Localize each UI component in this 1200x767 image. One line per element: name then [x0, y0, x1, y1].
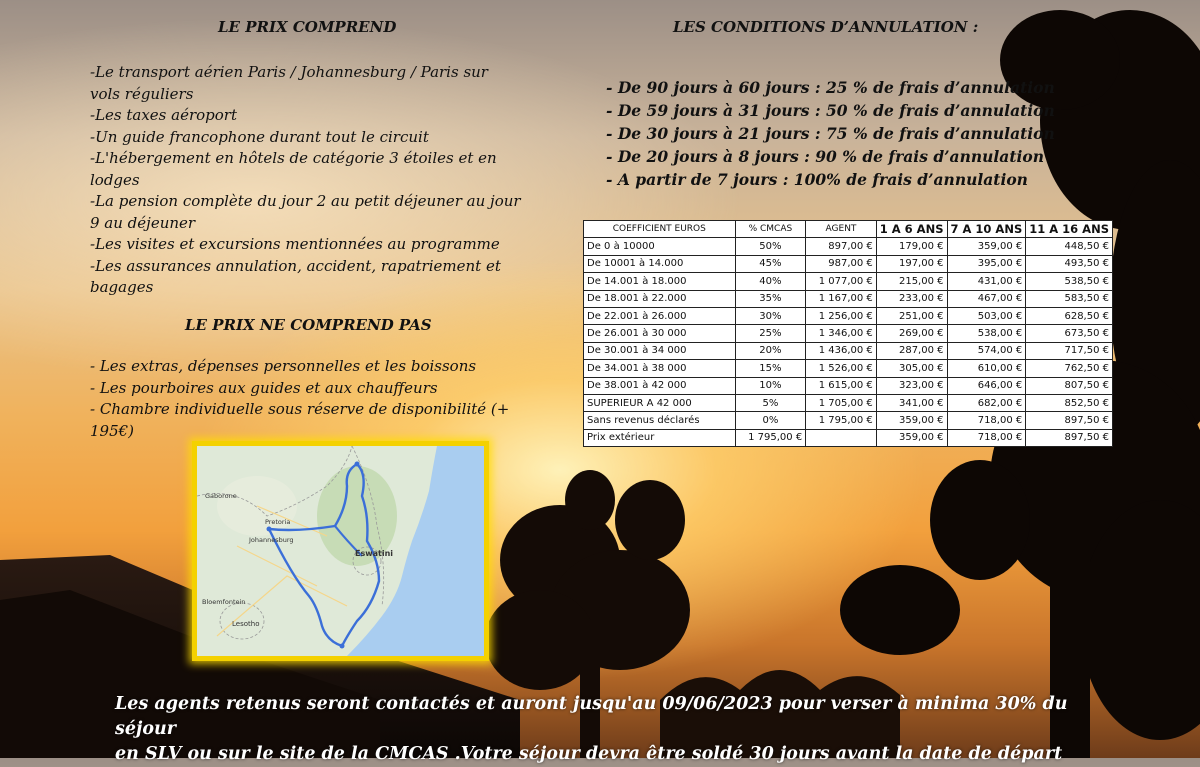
cell-agent: 1 346,00 € [806, 325, 877, 342]
cell-coefficient: De 26.001 à 30 000 [584, 325, 736, 342]
price-table-row [584, 342, 1113, 359]
cell-agent: 1 705,00 € [806, 394, 877, 411]
price-table-row [584, 255, 1113, 272]
route-map-frame [192, 441, 489, 661]
cell-1-6: 179,00 € [876, 238, 947, 255]
payment-notice [115, 692, 1115, 767]
cell-agent: 1 077,00 € [806, 273, 877, 290]
cell-11-16: 717,50 € [1026, 342, 1113, 359]
cell-cmcas: 35% [735, 290, 806, 307]
cell-7-10: 610,00 € [947, 360, 1026, 377]
price-table-row [584, 360, 1113, 377]
cell-cmcas: 25% [735, 325, 806, 342]
cell-coefficient: De 38.001 à 42 000 [584, 377, 736, 394]
cell-1-6: 251,00 € [876, 307, 947, 324]
cell-11-16: 448,50 € [1026, 238, 1113, 255]
cell-cmcas: 10% [735, 377, 806, 394]
price-table-row [584, 394, 1113, 411]
included-item: -Les taxes aéroport [90, 106, 237, 124]
cell-7-10: 646,00 € [947, 377, 1026, 394]
cell-1-6: 341,00 € [876, 394, 947, 411]
cell-coefficient: De 22.001 à 26.000 [584, 307, 736, 324]
cell-1-6: 323,00 € [876, 377, 947, 394]
cell-11-16: 673,50 € [1026, 325, 1113, 342]
included-item: -Les assurances annulation, accident, rapatriement et bagages [90, 256, 501, 296]
included-item: -L'hébergement en hôtels de catégorie 3 étoiles et en lodges [90, 149, 497, 189]
included-item: -Le transport aérien Paris / Johannesburg / Paris sur vols réguliers [90, 63, 488, 103]
cell-agent: 897,00 € [806, 238, 877, 255]
cell-11-16: 897,50 € [1026, 429, 1113, 446]
cell-7-10: 718,00 € [947, 412, 1026, 429]
cell-1-6: 233,00 € [876, 290, 947, 307]
price-table-row [584, 325, 1113, 342]
cell-agent [806, 429, 877, 446]
cancellation-item: - De 30 jours à 21 jours : 75 % de frais d’annulation [606, 124, 1055, 143]
cell-11-16: 762,50 € [1026, 360, 1113, 377]
cell-agent: 1 526,00 € [806, 360, 877, 377]
col-header-11-16: 11 A 16 ANS [1026, 221, 1113, 238]
cell-7-10: 359,00 € [947, 238, 1026, 255]
cell-11-16: 538,50 € [1026, 273, 1113, 290]
cell-7-10: 503,00 € [947, 307, 1026, 324]
map-label: Gaborone [205, 492, 237, 500]
cell-cmcas: 45% [735, 255, 806, 272]
cell-agent: 1 436,00 € [806, 342, 877, 359]
cell-7-10: 538,00 € [947, 325, 1026, 342]
cell-11-16: 583,50 € [1026, 290, 1113, 307]
price-table-row [584, 307, 1113, 324]
cell-coefficient: De 30.001 à 34 000 [584, 342, 736, 359]
cell-agent: 1 615,00 € [806, 377, 877, 394]
cancellation-item: - A partir de 7 jours : 100% de frais d’annulation [606, 170, 1028, 189]
cell-agent: 1 795,00 € [806, 412, 877, 429]
cell-cmcas: 20% [735, 342, 806, 359]
cell-agent: 987,00 € [806, 255, 877, 272]
cell-11-16: 897,50 € [1026, 412, 1113, 429]
included-item: -Les visites et excursions mentionnées au programme [90, 235, 500, 253]
price-table-row [584, 412, 1113, 429]
col-header-7-10: 7 A 10 ANS [947, 221, 1026, 238]
price-table-row [584, 377, 1113, 394]
cell-agent: 1 167,00 € [806, 290, 877, 307]
cell-coefficient: Prix extérieur [584, 429, 736, 446]
cell-11-16: 852,50 € [1026, 394, 1113, 411]
map-label: Johannesburg [249, 536, 294, 544]
map-label: Eswatini [355, 549, 394, 558]
cell-coefficient: De 34.001 à 38 000 [584, 360, 736, 377]
cell-cmcas: 0% [735, 412, 806, 429]
cell-7-10: 467,00 € [947, 290, 1026, 307]
cell-11-16: 493,50 € [1026, 255, 1113, 272]
cell-7-10: 395,00 € [947, 255, 1026, 272]
price-table [583, 220, 1113, 447]
map-label: Pretoria [265, 518, 291, 526]
cell-coefficient: De 14.001 à 18.000 [584, 273, 736, 290]
cell-7-10: 718,00 € [947, 429, 1026, 446]
route-map [197, 446, 484, 656]
cell-1-6: 305,00 € [876, 360, 947, 377]
cell-cmcas: 50% [735, 238, 806, 255]
col-header-agent: AGENT [806, 221, 877, 238]
cell-1-6: 359,00 € [876, 429, 947, 446]
included-item: -Un guide francophone durant tout le circuit [90, 127, 429, 146]
cancellation-list [606, 76, 1076, 191]
col-header-1-6: 1 A 6 ANS [876, 221, 947, 238]
cell-coefficient: Sans revenus déclarés [584, 412, 736, 429]
cell-1-6: 197,00 € [876, 255, 947, 272]
map-label: Bloemfontein [202, 598, 246, 606]
price-table-row [584, 273, 1113, 290]
cancellation-item: - De 90 jours à 60 jours : 25 % de frais d’annulation [606, 78, 1055, 97]
price-table-row [584, 429, 1113, 446]
excluded-list [90, 356, 510, 442]
cell-cmcas: 5% [735, 394, 806, 411]
cancellation-title: LES CONDITIONS D’ANNULATION : [673, 18, 979, 36]
price-table-body [584, 238, 1113, 447]
cell-1-6: 359,00 € [876, 412, 947, 429]
payment-notice-line-1: Les agents retenus seront contactés et auront jusqu'au 09/06/2023 pour verser à minima 30% du séjour [115, 694, 1068, 739]
excluded-item: - Les extras, dépenses personnelles et les boissons [90, 357, 477, 375]
cell-coefficient: SUPERIEUR A 42 000 [584, 394, 736, 411]
cell-cmcas: 1 795,00 € [735, 429, 806, 446]
col-header-cmcas: % CMCAS [735, 221, 806, 238]
cell-7-10: 431,00 € [947, 273, 1026, 290]
cell-coefficient: De 10001 à 14.000 [584, 255, 736, 272]
excluded-title: LE PRIX NE COMPREND PAS [185, 316, 432, 334]
cell-11-16: 628,50 € [1026, 307, 1113, 324]
included-list [90, 62, 522, 299]
cell-7-10: 682,00 € [947, 394, 1026, 411]
included-title: LE PRIX COMPREND [218, 18, 397, 36]
cell-coefficient: De 0 à 10000 [584, 238, 736, 255]
cell-1-6: 215,00 € [876, 273, 947, 290]
cancellation-item: - De 20 jours à 8 jours : 90 % de frais d’annulation [606, 147, 1044, 166]
col-header-coefficient: COEFFICIENT EUROS [584, 221, 736, 238]
cell-11-16: 807,50 € [1026, 377, 1113, 394]
price-table-row [584, 290, 1113, 307]
cell-1-6: 287,00 € [876, 342, 947, 359]
cell-cmcas: 30% [735, 307, 806, 324]
excluded-item: - Les pourboires aux guides et aux chauffeurs [90, 378, 438, 397]
cell-agent: 1 256,00 € [806, 307, 877, 324]
map-label: Lesotho [232, 620, 260, 628]
excluded-item: - Chambre individuelle sous réserve de disponibilité (+ 195€) [90, 400, 510, 440]
cancellation-item: - De 59 jours à 31 jours : 50 % de frais d’annulation [606, 101, 1055, 120]
included-item: -La pension complète du jour 2 au petit déjeuner au jour 9 au déjeuner [90, 192, 521, 232]
cell-1-6: 269,00 € [876, 325, 947, 342]
cell-coefficient: De 18.001 à 22.000 [584, 290, 736, 307]
price-table-row [584, 238, 1113, 255]
cell-cmcas: 15% [735, 360, 806, 377]
price-table-header-row [584, 221, 1113, 238]
cell-7-10: 574,00 € [947, 342, 1026, 359]
route-map-graphic [197, 446, 484, 656]
cell-cmcas: 40% [735, 273, 806, 290]
payment-notice-line-2: en SLV ou sur le site de la CMCAS .Votre séjour devra être soldé 30 jours avant la date de départ [115, 744, 1063, 764]
